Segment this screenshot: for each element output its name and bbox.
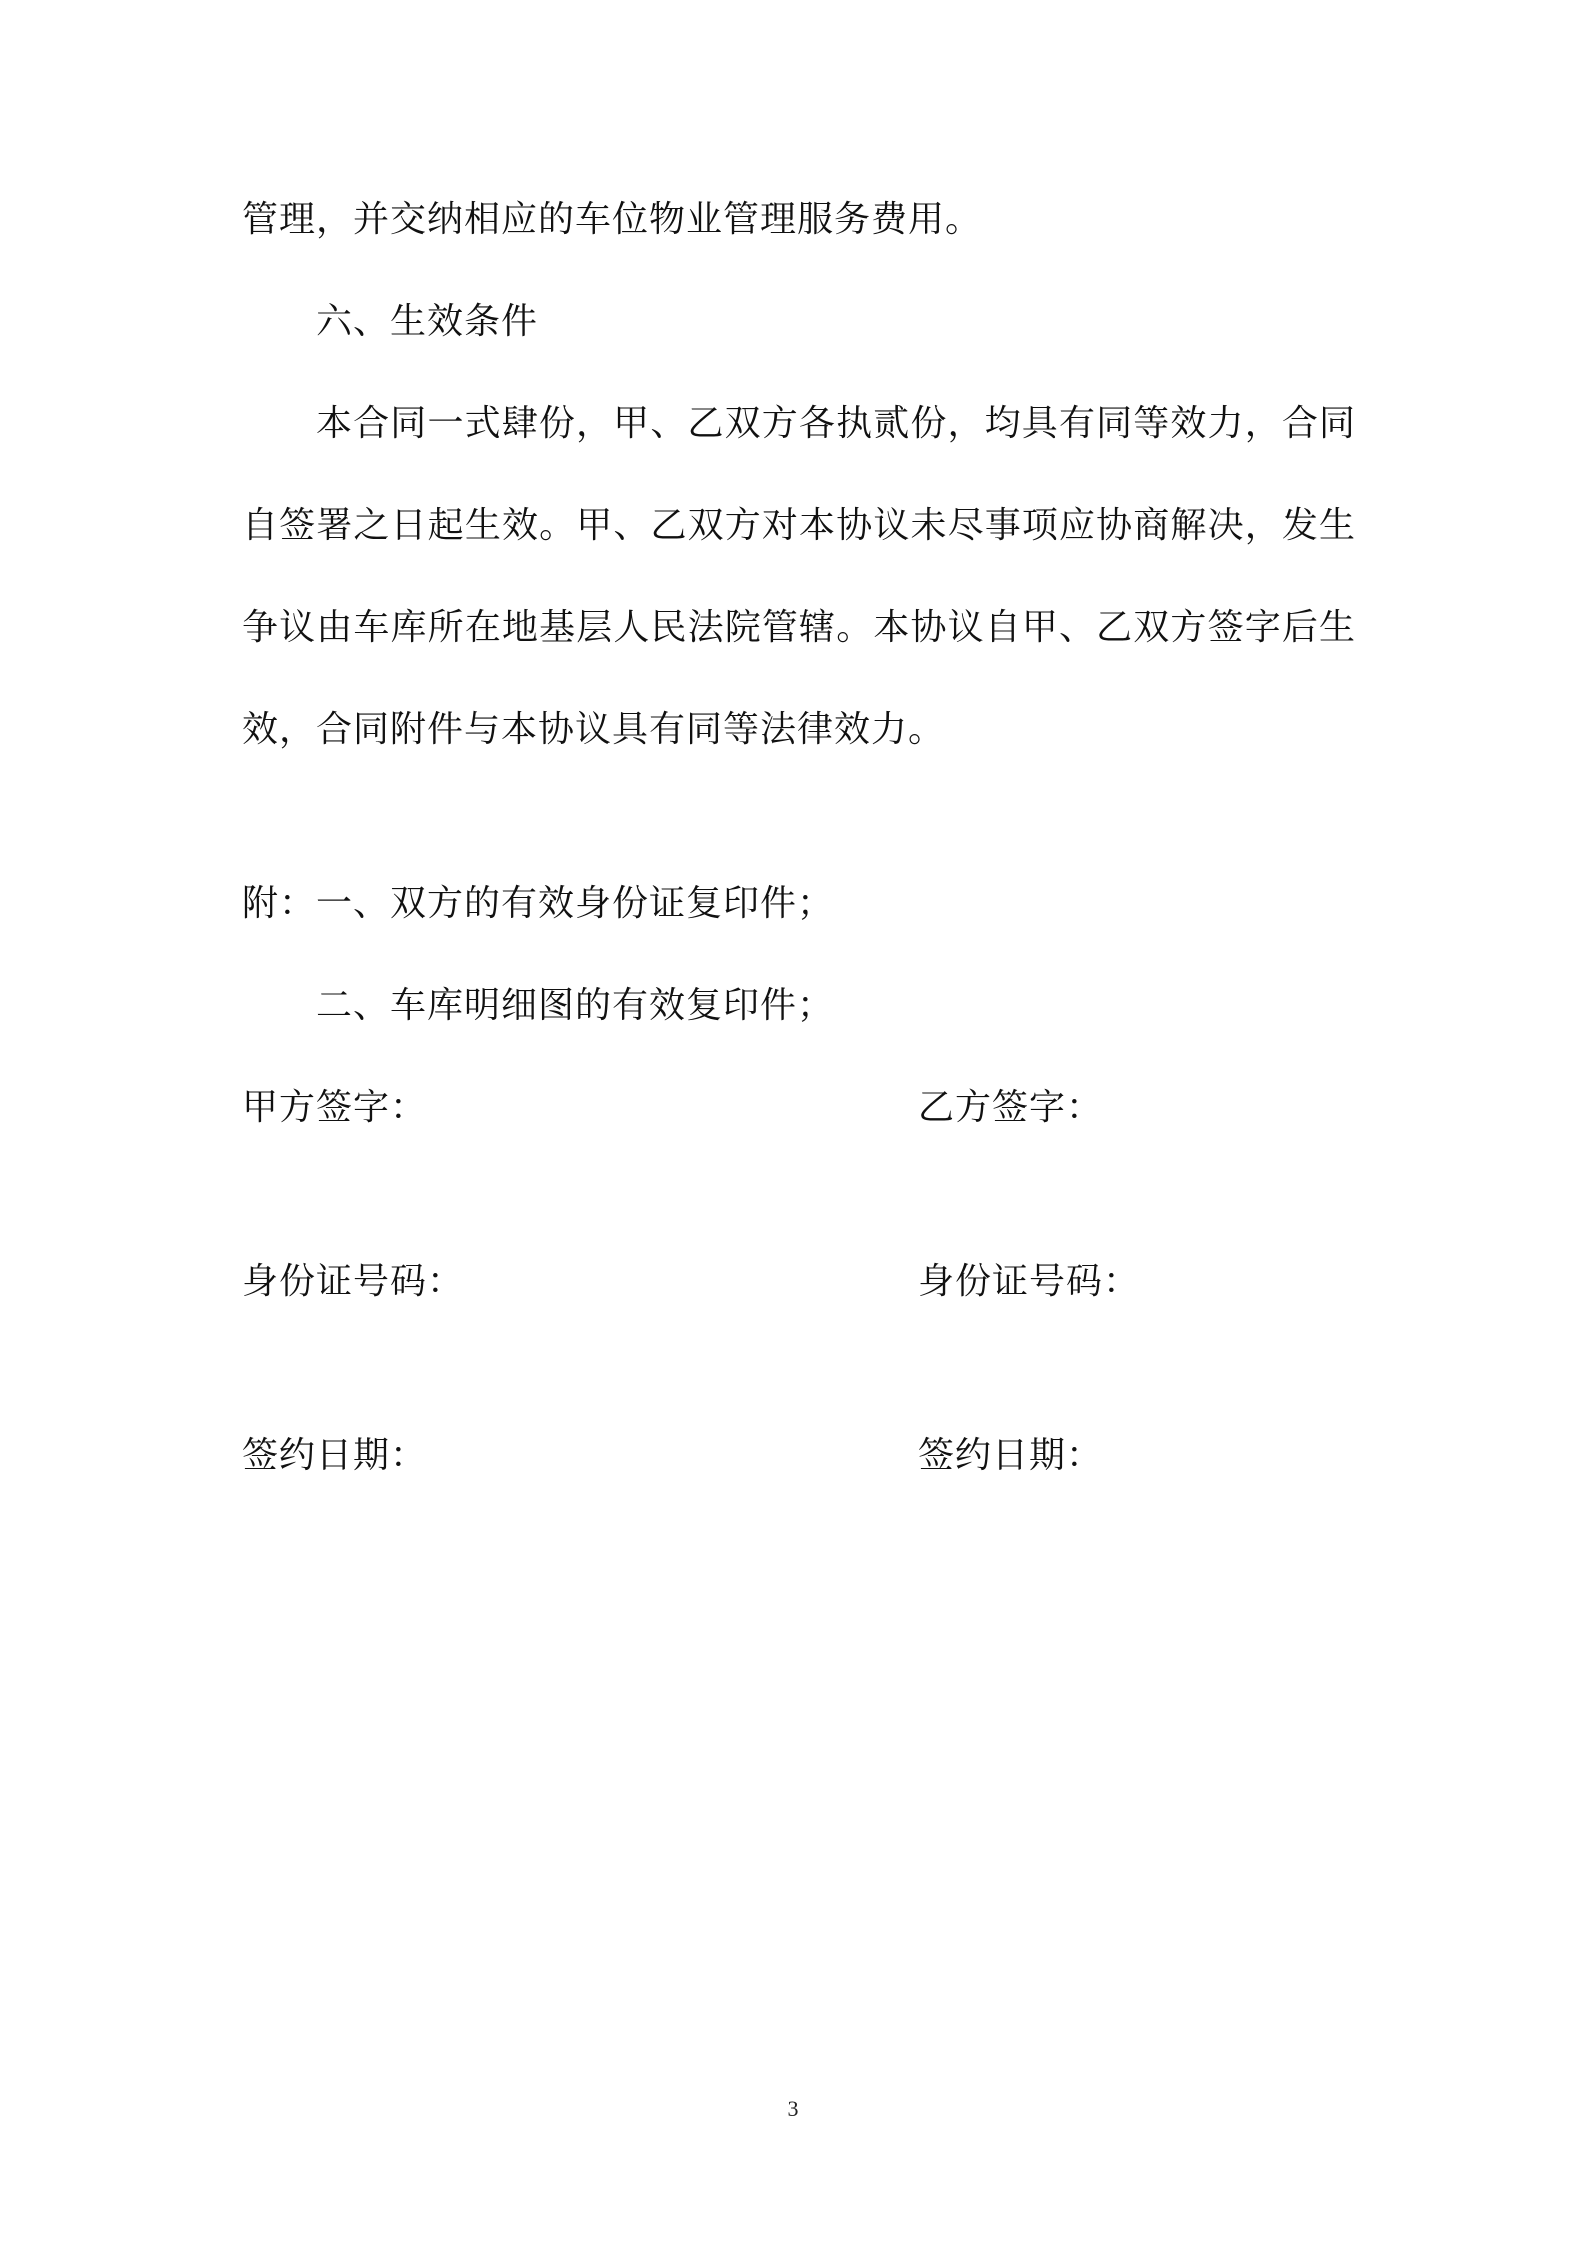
party-b-date-label: 签约日期： — [918, 1435, 1104, 1476]
section-heading-effective-conditions: 六、生效条件 — [316, 301, 539, 342]
attachment-item-2: 二、车库明细图的有效复印件； — [316, 985, 835, 1026]
attachment-item-1: 附：一、双方的有效身份证复印件； — [242, 883, 835, 924]
page-number: 3 — [787, 2096, 799, 2121]
party-a-id-label: 身份证号码： — [242, 1261, 465, 1302]
body-line-4: 自签署之日起生效。甲、乙双方对本协议未尽事项应协商解决，发生 — [242, 505, 1356, 546]
party-b-id-label: 身份证号码： — [918, 1261, 1141, 1302]
body-line-1: 管理，并交纳相应的车位物业管理服务费用。 — [242, 199, 983, 240]
body-line-3: 本合同一式肆份，甲、乙双方各执贰份，均具有同等效力，合同 — [316, 403, 1356, 444]
body-line-5: 争议由车库所在地基层人民法院管辖。本协议自甲、乙双方签字后生 — [242, 607, 1356, 648]
party-a-signature-label: 甲方签字： — [242, 1087, 428, 1128]
body-line-6: 效，合同附件与本协议具有同等法律效力。 — [242, 709, 946, 750]
party-b-signature-label: 乙方签字： — [918, 1087, 1104, 1128]
party-a-date-label: 签约日期： — [242, 1435, 428, 1476]
